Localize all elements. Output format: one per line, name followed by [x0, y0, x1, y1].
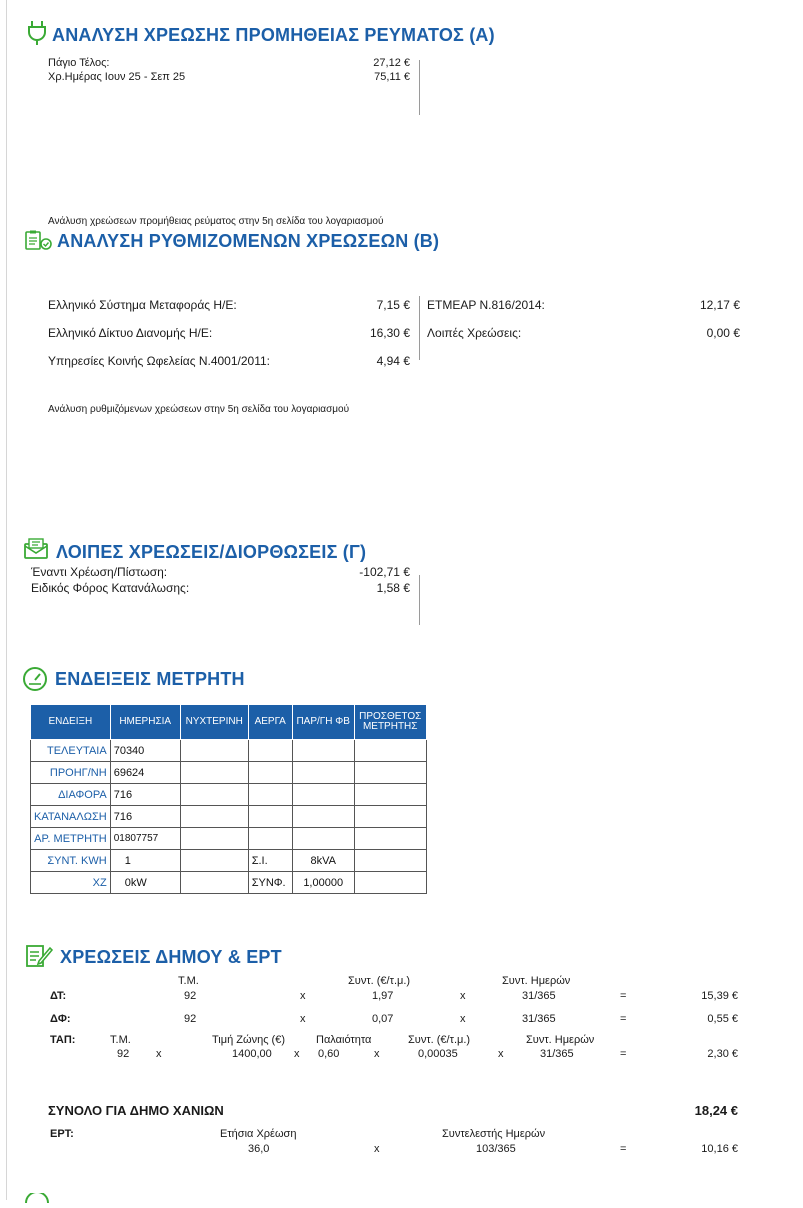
- df-tm: 92: [184, 1013, 197, 1025]
- tap-header-tm: Τ.Μ.: [110, 1034, 131, 1046]
- section-b-left-value: 4,94 €: [376, 354, 410, 368]
- df-x-sign: x: [300, 1013, 306, 1025]
- meter-cell: [248, 784, 292, 806]
- meter-table: [30, 704, 427, 894]
- section-c-row-value: 1,58 €: [376, 581, 410, 595]
- df-eq-sign: =: [620, 1013, 627, 1025]
- meter-header-cell: ΗΜΕΡΗΣΙΑ: [110, 705, 180, 740]
- meter-row-label: ΑΡ. ΜΕΤΡΗΤΗ: [31, 828, 111, 850]
- tap-coef: 0,00035: [418, 1048, 458, 1060]
- tap-header-coef: Συντ. (€/τ.μ.): [408, 1034, 471, 1046]
- plug-icon: [26, 20, 48, 51]
- meter-cell: [292, 784, 354, 806]
- meter-header-cell: ΠΑΡ/ΓΗ ΦΒ: [292, 705, 354, 740]
- section-c-row-label: Έναντι Χρέωση/Πίστωση:: [31, 565, 168, 579]
- meter-header-cell: ΝΥΧΤΕΡΙΝΗ: [180, 705, 248, 740]
- gauge-icon: [22, 666, 48, 697]
- meter-cell: [354, 762, 426, 784]
- section-b-right-label: ΕΤΜΕΑΡ Ν.816/2014:: [427, 298, 545, 312]
- meter-row: [31, 806, 427, 828]
- meter-cell: [292, 762, 354, 784]
- section-a-row-value: 27,12 €: [373, 57, 410, 69]
- ert-header-annual: Ετήσια Χρέωση: [220, 1128, 297, 1140]
- dt-x-sign: x: [460, 990, 466, 1002]
- meter-cell: 1: [110, 850, 180, 872]
- meter-cell: 69624: [110, 762, 180, 784]
- meter-cell: [180, 762, 248, 784]
- dt-label: ΔΤ:: [50, 990, 67, 1002]
- meter-cell: [292, 828, 354, 850]
- meter-row-label: ΔΙΑΦΟΡΑ: [31, 784, 111, 806]
- section-b-left-value: 7,15 €: [376, 298, 410, 312]
- df-label: ΔΦ:: [50, 1013, 71, 1025]
- next-section-icon: [24, 1190, 50, 1208]
- meter-row-label: ΧΖ: [31, 872, 111, 894]
- meter-cell: [354, 740, 426, 762]
- meter-row: [31, 784, 427, 806]
- meter-cell: [354, 872, 426, 894]
- meter-header-row: [31, 705, 427, 740]
- df-days: 31/365: [522, 1013, 556, 1025]
- meter-row: [31, 850, 427, 872]
- municipal-total-value: 18,24 €: [694, 1103, 738, 1118]
- meter-cell: [180, 850, 248, 872]
- meter-cell: Σ.Ι.: [248, 850, 292, 872]
- envelope-icon: [23, 538, 49, 565]
- section-b-right-label: Λοιπές Χρεώσεις:: [427, 326, 522, 340]
- tap-days: 31/365: [540, 1048, 574, 1060]
- section-b-left-value: 16,30 €: [369, 326, 410, 340]
- section-a-title: ΑΝΑΛΥΣΗ ΧΡΕΩΣΗΣ ΠΡΟΜΗΘΕΙΑΣ ΡΕΥΜΑΤΟΣ (Α): [52, 25, 495, 45]
- meter-row-label: ΣΥΝΤ. KWH: [31, 850, 111, 872]
- meter-row: [31, 762, 427, 784]
- meter-title: ΕΝΔΕΙΞΕΙΣ ΜΕΤΡΗΤΗ: [55, 669, 245, 689]
- ert-annual: 36,0: [248, 1143, 270, 1155]
- meter-cell: 0kW: [110, 872, 180, 894]
- df-x-sign: x: [460, 1013, 466, 1025]
- meter-row-label: ΚΑΤΑΝΑΛΩΣΗ: [31, 806, 111, 828]
- meter-row: [31, 872, 427, 894]
- tap-label: ΤΑΠ:: [50, 1034, 76, 1046]
- meter-cell: [292, 740, 354, 762]
- section-b-left-label: Υπηρεσίες Κοινής Ωφελείας Ν.4001/2011:: [48, 354, 270, 368]
- meter-cell: [248, 806, 292, 828]
- meter-cell: ΣΥΝΦ.: [248, 872, 292, 894]
- page-edge-line: [6, 0, 7, 1200]
- meter-cell: [354, 784, 426, 806]
- meter-row: [31, 828, 427, 850]
- municipal-title: ΧΡΕΩΣΕΙΣ ΔΗΜΟΥ & ΕΡΤ: [60, 947, 282, 967]
- df-total: 0,55 €: [707, 1013, 738, 1025]
- section-a-row-value: 75,11 €: [374, 71, 410, 83]
- tap-eq-sign: =: [620, 1048, 627, 1060]
- meter-cell: [292, 806, 354, 828]
- section-b-divider: [419, 296, 420, 360]
- section-a-row-label: Χρ.Ημέρας Ιουν 25 - Σεπ 25: [48, 71, 186, 83]
- section-a-divider: [419, 60, 420, 115]
- meter-cell: [354, 850, 426, 872]
- dt-days: 31/365: [522, 990, 556, 1002]
- section-b-right-value: 12,17 €: [699, 298, 740, 312]
- tap-total: 2,30 €: [707, 1048, 738, 1060]
- ert-eq-sign: =: [620, 1143, 627, 1155]
- meter-cell: 716: [110, 806, 180, 828]
- pen-document-icon: [25, 942, 53, 973]
- tap-age: 0,60: [318, 1048, 340, 1060]
- meter-row-label: ΠΡΟΗΓ/ΝΗ: [31, 762, 111, 784]
- section-b-left-label: Ελληνικό Σύστημα Μεταφοράς Η/Ε:: [48, 298, 237, 312]
- meter-cell: 716: [110, 784, 180, 806]
- dt-tm: 92: [184, 990, 197, 1002]
- tap-tm: 92: [117, 1048, 130, 1060]
- tap-header-days: Συντ. Ημερών: [526, 1034, 595, 1046]
- meter-cell: [180, 784, 248, 806]
- section-b-note: Ανάλυση ρυθμιζόμενων χρεώσεων στην 5η σελίδα του λογαριασμού: [48, 404, 350, 415]
- clipboard-check-icon: [24, 230, 52, 255]
- meter-cell: [180, 806, 248, 828]
- meter-header-cell: ΑΕΡΓΑ: [248, 705, 292, 740]
- df-coef: 0,07: [372, 1013, 394, 1025]
- municipal-header-coef: Συντ. (€/τ.μ.): [348, 975, 411, 987]
- tap-zone: 1400,00: [232, 1048, 272, 1060]
- tap-x-sign: x: [294, 1048, 300, 1060]
- dt-total: 15,39 €: [701, 990, 738, 1002]
- section-b-title: ΑΝΑΛΥΣΗ ΡΥΘΜΙΖΟΜΕΝΩΝ ΧΡΕΩΣΕΩΝ (Β): [57, 231, 440, 251]
- meter-cell: 01807757: [110, 828, 180, 850]
- meter-cell: [180, 740, 248, 762]
- tap-x-sign: x: [374, 1048, 380, 1060]
- tap-header-age: Παλαιότητα: [316, 1034, 372, 1046]
- dt-coef: 1,97: [372, 990, 394, 1002]
- meter-row: [31, 740, 427, 762]
- meter-cell: 1,00000: [292, 872, 354, 894]
- ert-total: 10,16 €: [701, 1143, 738, 1155]
- meter-cell: 70340: [110, 740, 180, 762]
- section-a-row-label: Πάγιο Τέλος:: [48, 57, 110, 69]
- meter-header-cell: ΕΝΔΕΙΞΗ: [31, 705, 111, 740]
- municipal-header-days: Συντ. Ημερών: [502, 975, 571, 987]
- meter-cell: [354, 828, 426, 850]
- ert-label: ΕΡΤ:: [50, 1128, 74, 1140]
- meter-cell: [248, 740, 292, 762]
- meter-cell: [354, 806, 426, 828]
- tap-x-sign: x: [156, 1048, 162, 1060]
- meter-row-label: ΤΕΛΕΥΤΑΙΑ: [31, 740, 111, 762]
- tap-x-sign: x: [498, 1048, 504, 1060]
- section-b-right-value: 0,00 €: [706, 326, 740, 340]
- dt-eq-sign: =: [620, 990, 627, 1002]
- municipal-total-label: ΣΥΝΟΛΟ ΓΙΑ ΔΗΜΟ ΧΑΝΙΩΝ: [48, 1103, 224, 1118]
- meter-cell: 8kVA: [292, 850, 354, 872]
- dt-x-sign: x: [300, 990, 306, 1002]
- meter-cell: [248, 762, 292, 784]
- municipal-header-tm: Τ.Μ.: [178, 975, 199, 987]
- section-c-title: ΛΟΙΠΕΣ ΧΡΕΩΣΕΙΣ/ΔΙΟΡΘΩΣΕΙΣ (Γ): [56, 542, 367, 562]
- meter-header-cell: ΠΡΟΣΘΕΤΟΣ ΜΕΤΡΗΤΗΣ: [354, 705, 426, 740]
- ert-x-sign: x: [374, 1143, 380, 1155]
- meter-cell: [180, 872, 248, 894]
- section-c-divider: [419, 575, 420, 625]
- meter-cell: [180, 828, 248, 850]
- section-c-row-label: Ειδικός Φόρος Κατανάλωσης:: [31, 581, 190, 595]
- ert-header-days: Συντελεστής Ημερών: [442, 1128, 546, 1140]
- tap-header-zone: Τιμή Ζώνης (€): [212, 1034, 285, 1046]
- section-b-left-label: Ελληνικό Δίκτυο Διανομής Η/Ε:: [48, 326, 213, 340]
- section-c-row-value: -102,71 €: [359, 565, 410, 579]
- ert-days: 103/365: [476, 1143, 516, 1155]
- section-a-note: Ανάλυση χρεώσεων προμήθειας ρεύματος στην 5η σελίδα του λογαριασμού: [48, 216, 384, 227]
- meter-cell: [248, 828, 292, 850]
